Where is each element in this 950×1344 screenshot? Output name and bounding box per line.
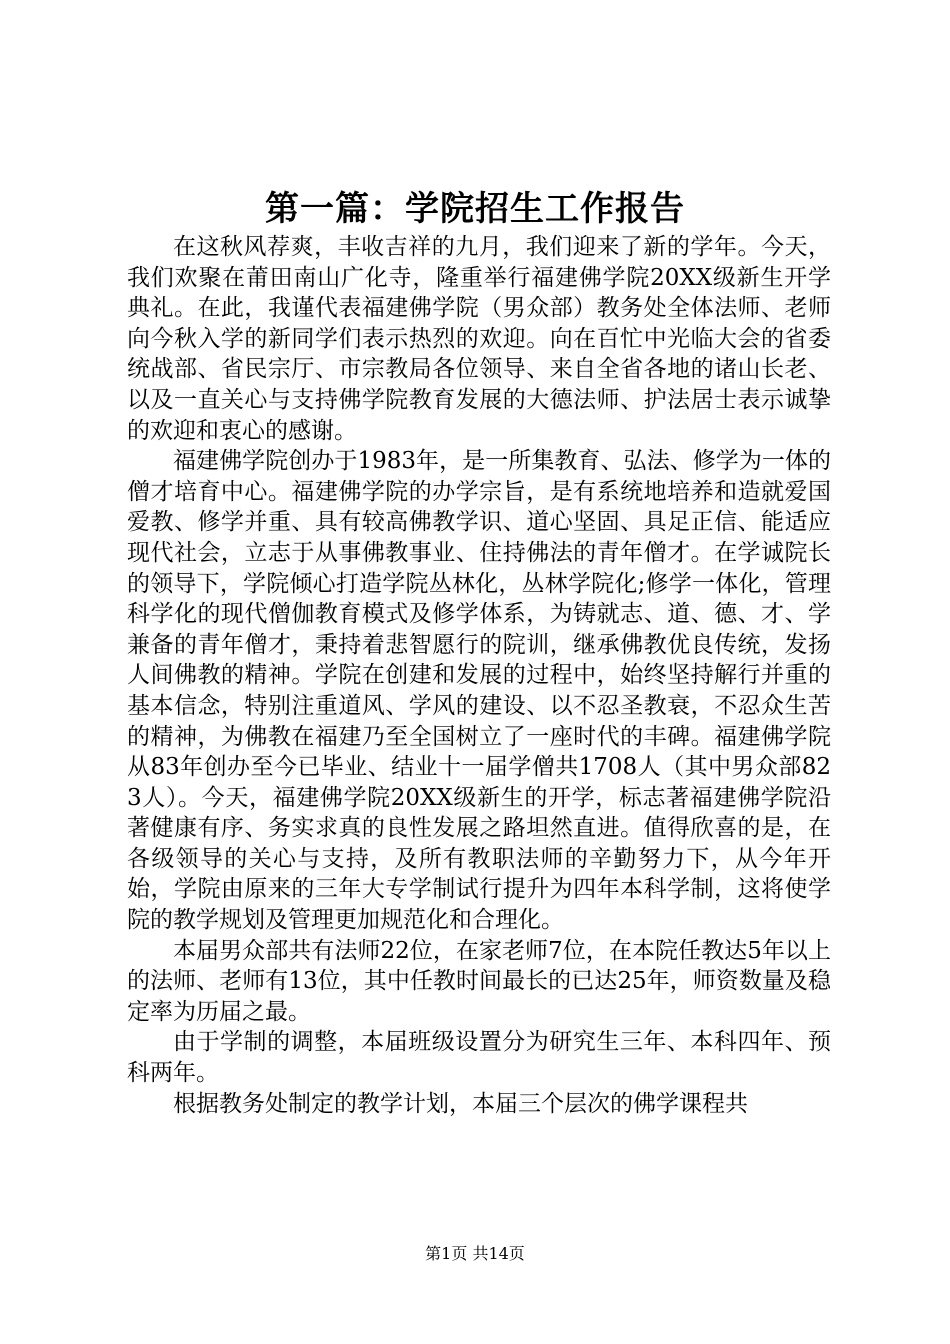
paragraph-faculty: 本届男众部共有法师22位，在家老师7位，在本院任教达5年以上的法师、老师有13位，其中任教时间最长的已达25年，师资数量及稳定率为历届之最。 [127, 937, 831, 1025]
document-body [127, 232, 831, 1119]
paragraph-curriculum: 根据教务处制定的教学计划，本届三个层次的佛学课程共 [173, 1090, 748, 1117]
paragraph-history: 福建佛学院创办于1983年，是一所集教育、弘法、修学为一体的僧才培育中心。福建佛学院的办学宗旨，是有系统地培养和造就爱国爱教、修学并重、具有较高佛教学识、道心坚固、具足正信、能适应现代社会，立志于从事佛教事业、住持佛法的青年僧才。在学诚院长的领导下，学院倾心打造学院丛林化，丛林学院化;修学一体化，管理科学化的现代僧伽教育模式及修学体系，为铸就志、道、德、才、学兼备的青年僧才，秉持着悲智愿行的院训，继承佛教优良传统，发扬人间佛教的精神。学院在创建和发展的过程中，始终坚持解行并重的基本信念，特别注重道风、学风的建设、以不忍圣教衰，不忍众生苦的精神，为佛教在福建乃至全国树立了一座时代的丰碑。福建佛学院从83年创办至今已毕业、结业十一届学僧共1708人（其中男众部823人）。今天，福建佛学院20XX级新生的开学，标志著福建佛学院沿著健康有序、务实求真的良性发展之路坦然直进。值得欣喜的是，在各级领导的关心与支持，及所有教职法师的辛勤努力下，从今年开始，学院由原来的三年大专学制试行提升为四年本科学制，这将使学院的教学规划及管理更加规范化和合理化。 [127, 448, 831, 934]
paragraph-classes: 由于学制的调整，本届班级设置分为研究生三年、本科四年、预科两年。 [127, 1029, 831, 1087]
page-number-footer: 第1页 共14页 [425, 1244, 525, 1263]
document-title: 第一篇：学院招生工作报告 [265, 189, 685, 229]
paragraph-welcome: 在这秋风荐爽，丰收吉祥的九月，我们迎来了新的学年。今天，我们欢聚在莆田南山广化寺，隆重举行福建佛学院20XX级新生开学典礼。在此，我谨代表福建佛学院（男众部）教务处全体法师、老师向今秋入学的新同学们表示热烈的欢迎。向在百忙中光临大会的省委统战部、省民宗厅、市宗教局各位领导、来自全省各地的诸山长老、以及一直关心与支持佛学院教育发展的大德法师、护法居士表示诚挚的欢迎和衷心的感谢。 [127, 234, 831, 444]
